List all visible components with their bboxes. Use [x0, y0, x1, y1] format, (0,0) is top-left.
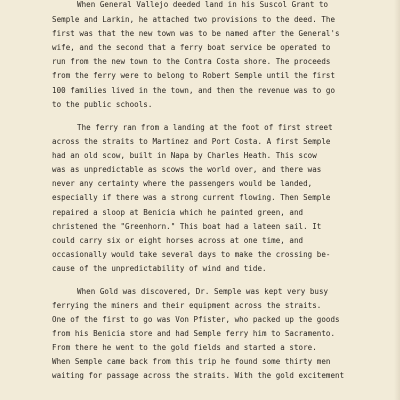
text-line: especially if there was a strong current flowing. Then Semple: [52, 193, 331, 202]
text-line: to the public schools.: [52, 100, 153, 109]
text-line: Semple and Larkin, he attached two provisions to the deed. The: [52, 15, 336, 24]
text-line: From there he went to the gold fields and started a store.: [52, 343, 317, 352]
text-line: from his Benicia store and had Semple ferry him to Sacramento.: [52, 329, 336, 338]
text-line: One of the first to go was Von Pfister, who packed up the goods: [52, 315, 340, 324]
text-line: christened the "Greenhorn." This boat had a lateen sail. It: [52, 222, 322, 231]
text-line: could carry six or eight horses across at one time, and: [52, 236, 304, 245]
text-line: waiting for passage across the straits. With the gold excitement: [52, 371, 345, 380]
text-line: ferrying the miners and their equipment across the straits.: [52, 301, 322, 310]
text-line: cause of the unpredictability of wind and tide.: [52, 264, 267, 273]
page-edge-shadow: [394, 0, 400, 400]
text-line: across the straits to Martinez and Port Costa. A first Semple: [52, 137, 331, 146]
text-line: When Gold was discovered, Dr. Semple was kept very busy: [77, 287, 329, 296]
text-line: first was that the new town was to be named after the General's: [52, 29, 340, 38]
text-line: had an old scow, built in Napa by Charles Heath. This scow: [52, 151, 317, 160]
text-line: When General Vallejo deeded land in his Suscol Grant to: [77, 0, 329, 9]
text-line: from the ferry were to belong to Robert Semple until the first: [52, 71, 336, 80]
text-line: repaired a sloop at Benicia which he painted green, and: [52, 208, 304, 217]
text-line: run from the new town to the Contra Costa shore. The proceeds: [52, 57, 331, 66]
text-line: occasionally would take several days to make the crossing be-: [52, 250, 331, 259]
text-line: 100 families lived in the town, and then the revenue was to go: [52, 86, 336, 95]
text-line: When Semple came back from this trip he found some thirty men: [52, 357, 331, 366]
text-line: wife, and the second that a ferry boat service be operated to: [52, 43, 331, 52]
text-line: never any certainty where the passengers would be landed,: [52, 179, 313, 188]
text-line: The ferry ran from a landing at the foot of first street: [77, 123, 333, 132]
text-line: was as unpredictable as scows the world over, and there was: [52, 165, 322, 174]
